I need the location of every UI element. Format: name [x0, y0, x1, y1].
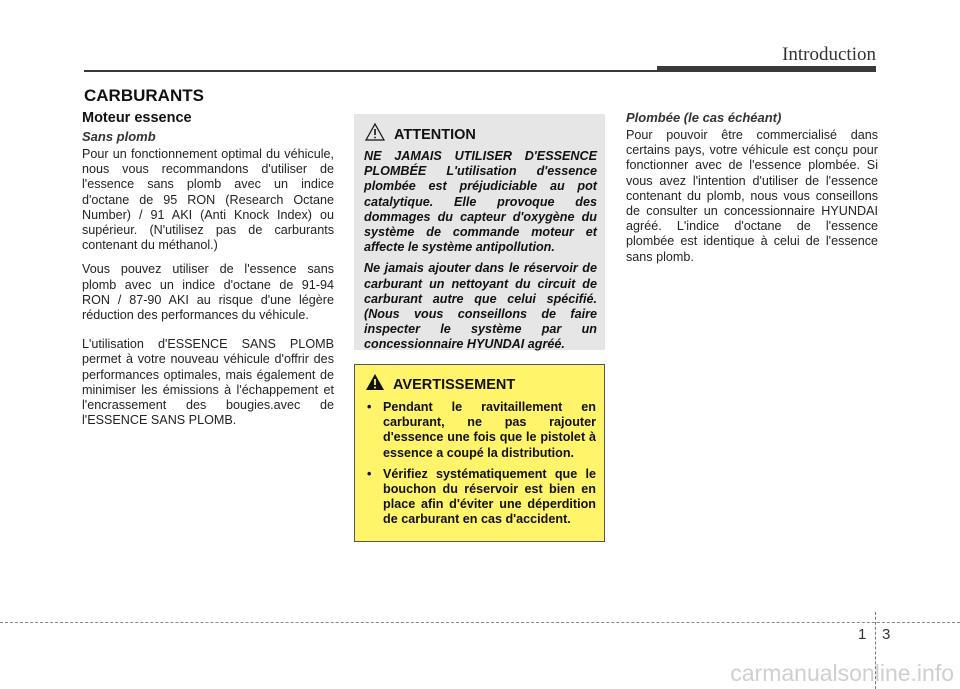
footer-rule: [0, 622, 960, 623]
heading-moteur-essence: Moteur essence: [82, 110, 192, 126]
warning-list: [365, 400, 596, 528]
header-rule-accent: [657, 66, 876, 72]
attention-paragraph: NE JAMAIS UTILISER D'ESSENCE PLOMBÉE L'utilisation d'essence plombée est préjudiciable au pot catalytique. Elle provoque des dommages du capteur d'oxygène du système de commande moteur et affecte le système antipollution.: [364, 149, 597, 255]
paragraph: Pour un fonctionnement optimal du véhicule, nous vous recommandons d'utiliser de l'essence sans plomb avec un indice d'octane de 95 RON (Research Octane Number) / 91 AKI (Anti Knock Index) ou supérieur. (N'utilisez pas de carburants contenant du méthanol.): [82, 147, 334, 253]
page-number: 3: [882, 626, 891, 643]
paragraph: Vous pouvez utiliser de l'essence sans plomb avec un indice d'octane de 91-94 RON / 87-90 AKI au risque d'une légère réduction des performances du véhicule.: [82, 262, 334, 323]
column-right: [626, 110, 878, 274]
warning-list-item: • Vérifiez systématiquement que le bouchon du réservoir est bien en place afin d'éviter une déperdition de carburant en cas d'accident.: [365, 467, 596, 528]
subheading-sans-plomb: Sans plomb: [82, 129, 156, 144]
attention-box: [354, 114, 605, 350]
column-left: [82, 110, 334, 437]
warning-box: [354, 364, 605, 542]
watermark: carmanualsonline.info: [730, 660, 954, 686]
paragraph: Pour pouvoir être commercialisé dans certains pays, votre véhicule est conçu pour fonctionner avec de l'essence plombée. Si vous avez l'intention d'utiliser de l'essence contenant du plomb, nous vous conseillons de consulter un concessionnaire HYUNDAI agréé. L'indice d'octane de l'essence plombée est identique à celui de l'essence sans plomb.: [626, 128, 878, 264]
caution-triangle-outline-icon: [364, 122, 386, 147]
warning-list-item: • Pendant le ravitaillement en carburant, ne pas rajouter d'essence une fois que le pistolet à essence a coupé la distribution.: [365, 400, 596, 461]
section-title: CARBURANTS: [84, 86, 204, 105]
chapter-number: 1: [858, 626, 867, 643]
attention-paragraph: Ne jamais ajouter dans le réservoir de carburant un nettoyant du circuit de carburant autre que celui spécifié. (Nous vous conseillons de faire inspecter le système par un concessionnaire HYUNDAI agréé.: [364, 261, 597, 352]
page-header-title: Introduction: [782, 44, 876, 65]
warning-triangle-filled-icon: [365, 373, 385, 396]
paragraph: L'utilisation d'ESSENCE SANS PLOMB permet à votre nouveau véhicule d'offrir des performances optimales, mais également de minimiser les émissions à l'échappement et l'encrassement des bougies.avec de l'ESSENCE SANS PLOMB.: [82, 337, 334, 428]
warning-title: AVERTISSEMENT: [393, 376, 516, 393]
attention-title: ATTENTION: [394, 126, 476, 143]
subheading-plombee: Plombée (le cas échéant): [626, 110, 782, 125]
